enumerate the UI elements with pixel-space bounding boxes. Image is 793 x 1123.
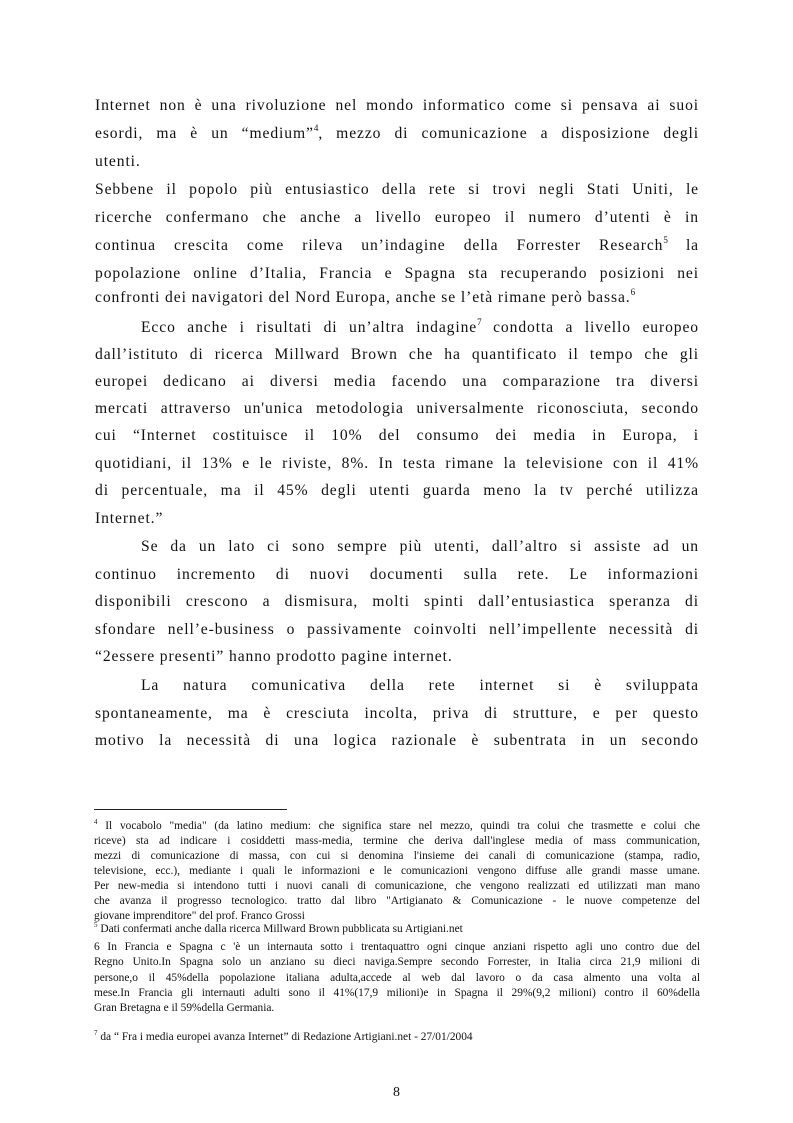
footnote-line: che avanza il progresso tecnologico. tratto dal libro "Artigianato & Comunicazione - le nuove competenze del: [94, 895, 700, 907]
text-line: “2essere presenti” hanno prodotto pagine internet.: [95, 648, 453, 665]
footnote-line: $^5$ Dati confermati anche dalla ricerca Millward Brown pubblicata su Artigiani.net: [94, 921, 463, 935]
footnote-line: mese.In Francia gli internauti adulti sono il 41%(17,9 milioni)e in Spagna il 29%(9,2 milioni) contro il 60%della: [94, 987, 700, 999]
text-line: sfondare nell’e-business o passivamente coinvolti nell’impellente necessità di: [95, 621, 699, 638]
text-line: europei dedicano ai diversi media facendo una comparazione tra diversi: [95, 373, 699, 390]
footnote-marker: 4: [94, 818, 98, 826]
text-line: continua crescita come rileva un’indagine della Forrester Research$^5$ la: [95, 235, 699, 254]
footnote-line: Gran Bretagna e il 59%della Germania.: [94, 1002, 275, 1014]
footnote-separator: [94, 809, 287, 810]
text-line: dall’istituto di ricerca Millward Brown che ha quantificato il tempo che gli: [95, 346, 699, 363]
page-number: 8: [393, 1085, 400, 1100]
text-line: continuo incremento di nuovi documenti sulla rete. Le informazioni: [95, 566, 699, 583]
footnote-line: giovane imprenditore" del prof. Franco Grossi: [94, 910, 305, 922]
text-line: motivo la necessità di una logica razionale è subentrata in un secondo: [95, 732, 699, 749]
text-line: quotidiani, il 13% e le riviste, 8%. In testa rimane la televisione con il 41%: [95, 455, 699, 472]
text-line: Se da un lato ci sono sempre più utenti, dall’altro si assiste ad un: [141, 538, 699, 555]
text-line: Sebbene il popolo più entusiastico della rete si trovi negli Stati Uniti, le: [95, 181, 699, 198]
footnote-ref[interactable]: 5: [663, 235, 668, 245]
text-line: mercati attraverso un'unica metodologia universalmente riconosciuta, secondo: [95, 400, 699, 417]
footnote-line: 6 In Francia e Spagna c 'è un internauta sotto i trentaquattro ogni cinque anziani rispetto agli uno contro due del: [94, 941, 700, 953]
footnote-line: Per new-media si intendono tutti i nuovi canali di comunicazione, che vengono realizzati ed utilizzati man mano: [94, 880, 700, 892]
footnote-line: $^4$ Il vocabolo "media" (da latino medium: che significa stare nel mezzo, quindi tra colui che trasmette e colui che: [94, 818, 700, 832]
text-line: spontaneamente, ma è cresciuta incolta, priva di strutture, e per questo: [95, 705, 699, 722]
text-line: esordi, ma è un “medium”$^4$, mezzo di comunicazione a disposizione degli: [95, 123, 699, 142]
text-line: confronti dei navigatori del Nord Europa, anche se l’età rimane però bassa.$^6$: [95, 287, 636, 306]
footnote-ref[interactable]: 6: [630, 287, 636, 297]
footnote-marker: 5: [94, 921, 98, 929]
text-line: disponibili crescono a dismisura, molti spinti dall’entusiastica speranza di: [95, 593, 699, 610]
footnote-ref[interactable]: 4: [313, 123, 319, 133]
footnote-line: $^7$ da “ Fra i media europei avanza Internet” di Redazione Artigiani.net - 27/01/2004: [94, 1029, 473, 1043]
footnote-line: persone,o il 45%della popolazione italiana adulta,accede al web dal lavoro o da casa almento una volta al: [94, 972, 700, 984]
text-line: Internet non è una rivoluzione nel mondo informatico come si pensava ai suoi: [95, 97, 699, 114]
footnote-line: mezzi di comunicazione di massa, con cui si denomina l'insieme dei canali di comunicazione (stampa, radio,: [94, 850, 700, 862]
footnote-line: riceve) sta ad indicare i cosiddetti mass-media, termine che deriva dall'inglese media of mass communication,: [94, 835, 700, 847]
text-line: utenti.: [95, 153, 141, 170]
text-line: ricerche confermano che anche a livello europeo il numero d’utenti è in: [95, 209, 699, 226]
text-line: Ecco anche i risultati di un’altra indagine$^7$ condotta a livello europeo: [141, 317, 699, 336]
footnote-marker: 7: [94, 1029, 98, 1037]
text-line: cui “Internet costituisce il 10% del consumo dei media in Europa, i: [95, 427, 699, 444]
footnote-line: Regno Unito.In Spagna solo un anziano su dieci naviga.Sempre secondo Forrester, in Italia circa 21,9 milioni di: [94, 956, 700, 968]
text-line: popolazione online d’Italia, Francia e Spagna sta recuperando posizioni nei: [95, 265, 699, 282]
text-line: di percentuale, ma il 45% degli utenti guarda meno la tv perché utilizza: [95, 482, 699, 499]
footnote-ref[interactable]: 7: [477, 317, 482, 327]
footnote-line: televisione, ecc.), mediante i quali le informazioni e le comunicazioni vengono diffuse alle grandi masse umane.: [94, 865, 700, 877]
text-line: Internet.”: [95, 510, 164, 527]
text-line: La natura comunicativa della rete internet si è sviluppata: [141, 677, 699, 694]
